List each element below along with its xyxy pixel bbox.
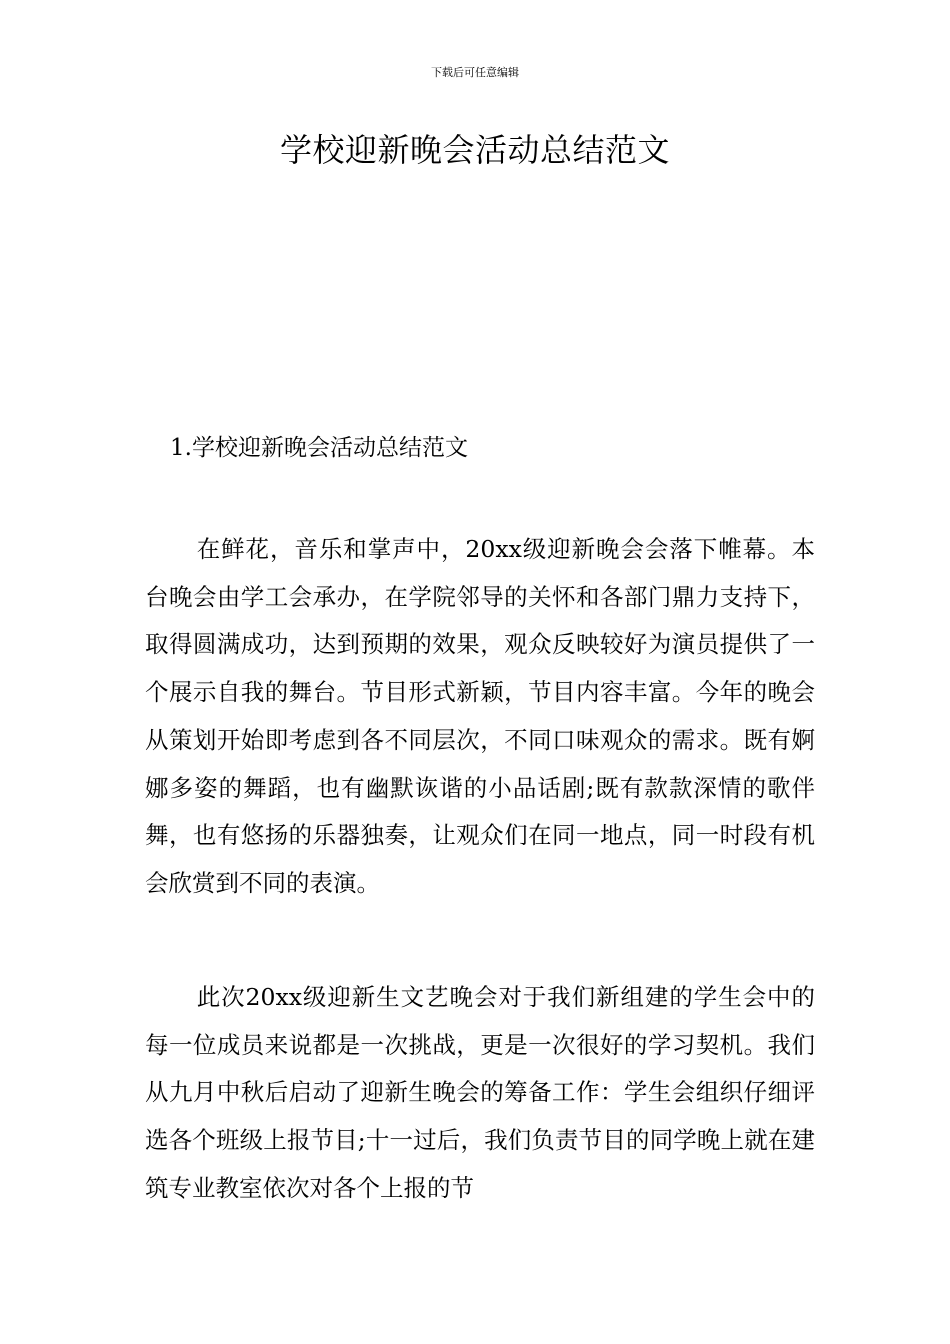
- section-heading: 1.学校迎新晚会活动总结范文: [170, 435, 468, 461]
- paragraph-text: 此次20xx级迎新生文艺晚会对于我们新组建的学生会中的每一位成员来说都是一次挑战，更是一次很好的学习契机。我们从九月中秋后启动了迎新生晚会的筹备工作：学生会组织仔细评选各个班级上报节目;十一过后，我们负责节目的同学晚上就在建筑专业教室依次对各个上报的节: [145, 983, 815, 1202]
- page-header-note: 下载后可任意编辑: [431, 66, 519, 79]
- paragraph-text: 在鲜花，音乐和掌声中，20xx级迎新晚会会落下帷幕。本台晚会由学工会承办，在学院邻导的关怀和各部门鼎力支持下，取得圆满成功，达到预期的效果，观众反映较好为演员提供了一个展示自我的舞台。节目形式新颖，节目内容丰富。今年的晚会从策划开始即考虑到各不同层次，不同口味观众的需求。既有婀娜多姿的舞蹈，也有幽默诙谐的小品话剧;既有款款深情的歌伴舞，也有悠扬的乐器独奏，让观众们在同一地点，同一时段有机会欣赏到不同的表演。: [145, 535, 815, 897]
- page-title: 学校迎新晚会活动总结范文: [279, 131, 670, 169]
- body-paragraph-2: [145, 974, 815, 1213]
- body-paragraph-1: [145, 526, 815, 908]
